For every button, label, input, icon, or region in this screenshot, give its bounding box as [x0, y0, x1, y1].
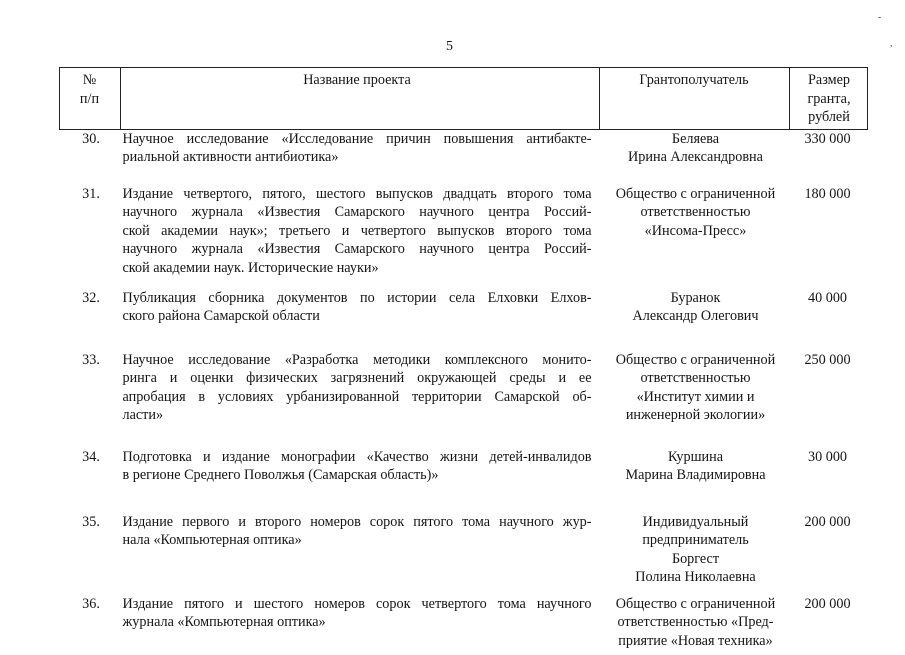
row-number: 31. [82, 185, 100, 202]
table-row [60, 587, 868, 655]
grantee: Общество с ограниченной ответственностью «Пред- приятие «Новая техника» [615, 595, 776, 649]
grant-amount: 330 000 [804, 130, 851, 147]
table-row [60, 129, 868, 174]
table-row [60, 281, 868, 343]
grantee: Индивидуальный предприниматель Боргест Полина Николаевна [635, 513, 756, 585]
grants-table [59, 67, 868, 655]
grant-amount: 250 000 [804, 351, 851, 368]
project-name: Издание пятого и шестого номеров сорок четвертого тома научного журнала «Компьютерная оптика» [122, 595, 592, 630]
grantee: Буранок Александр Олегович [632, 289, 759, 324]
row-number: 35. [82, 513, 100, 530]
scan-speck: - [878, 12, 882, 23]
project-name: Публикация сборника документов по истории села Елховки Елхов- ского района Самарской области [122, 289, 592, 324]
grantee: Общество с ограниченной ответственностью «Институт химии и инженерной экологии» [615, 351, 776, 423]
header-grant-amount: Размер гранта, рублей [790, 68, 868, 130]
grantee: Куршина Марина Владимировна [625, 448, 766, 483]
grantee: Общество с ограниченной ответственностью «Инсома-Пресс» [615, 185, 776, 239]
row-number: 32. [82, 289, 100, 306]
header-project-name: Название проекта [121, 68, 600, 130]
row-number: 33. [82, 351, 100, 368]
project-name: Издание четвертого, пятого, шестого выпусков двадцать второго тома научного журнала «Известия Самарского научного центра Россий- ской академии наук»; третьего и четвертого выпусков второго тома научного журнала «Известия Самарского научного центра Россий- ской академии наук. Исторические науки» [122, 185, 592, 276]
grant-amount: 30 000 [807, 448, 847, 465]
row-number: 36. [82, 595, 100, 612]
project-name: Издание первого и второго номеров сорок пятого тома научного жур- нала «Компьютерная оптика» [122, 513, 592, 548]
scan-speck: , [890, 38, 893, 49]
table-header-row [60, 68, 868, 130]
grant-amount: 200 000 [804, 513, 851, 530]
table-row [60, 437, 868, 502]
row-number: 34. [82, 448, 100, 465]
row-number: 30. [82, 130, 100, 147]
grant-amount: 200 000 [804, 595, 851, 612]
table-row [60, 502, 868, 587]
project-name: Научное исследование «Исследование причин повышения антибакте- риальной активности антибиотика» [122, 130, 592, 165]
project-name: Научное исследование «Разработка методики комплексного монито- ринга и оценки физических загрязнений окружающей среды и ее апробация в условиях урбанизированной территории Самарской об- ласти» [122, 351, 592, 423]
project-name: Подготовка и издание монографии «Качество жизни детей-инвалидов в регионе Среднего Поволжья (Самарская область)» [122, 448, 592, 483]
page-number: 5 [446, 39, 453, 54]
table-row [60, 174, 868, 281]
grant-amount: 180 000 [804, 185, 851, 202]
header-number: № п/п [60, 68, 121, 130]
table-row [60, 343, 868, 437]
header-grantee: Грантополучатель [600, 68, 790, 130]
grant-amount: 40 000 [807, 289, 847, 306]
grantee: Беляева Ирина Александровна [628, 130, 763, 165]
